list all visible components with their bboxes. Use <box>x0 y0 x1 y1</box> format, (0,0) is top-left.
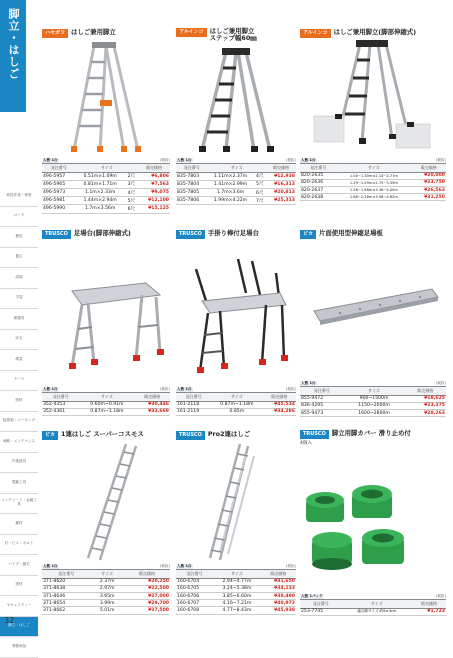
price-cell: ¥38,490 <box>261 592 296 599</box>
order-number-cell: 835-7804 <box>176 180 208 188</box>
sidebar-category-item[interactable]: テープ <box>0 371 38 392</box>
size-cell: 3.24~5.38m <box>213 585 260 592</box>
sidebar-category-item[interactable]: 梱包 <box>0 227 38 248</box>
size-cell: 1.99m×4.22m <box>208 197 254 205</box>
sidebar-category-item[interactable]: 作業道具 <box>0 453 38 474</box>
table-row <box>42 401 170 408</box>
price-cell: ¥22,500 <box>124 585 170 592</box>
order-number-cell: 371-8662 <box>42 607 90 614</box>
table-row <box>42 408 170 415</box>
price-cell: ¥18,625 <box>405 395 446 402</box>
order-number-cell: 820-2635 <box>300 172 336 179</box>
price-cell: ¥6,806 <box>138 172 170 180</box>
size-cell: 3尺 <box>125 180 138 188</box>
price-cell: ¥29,700 <box>124 600 170 607</box>
sidebar-category-item[interactable]: 補修・メンテナンス <box>0 432 38 453</box>
sidebar-category-item[interactable]: コンクリート・金属工具 <box>0 494 38 515</box>
size-cell: 0.87m~1.18m <box>80 408 135 415</box>
size-cell: 2尺 <box>125 172 138 180</box>
tax-note: (税抜) <box>286 387 296 391</box>
col-header: サイズ <box>80 393 135 402</box>
price-cell: ¥30,446 <box>134 401 170 408</box>
col-header: サイズ <box>211 393 262 402</box>
order-number-cell: 820-2638 <box>300 194 336 201</box>
brand-label: TRUSCO <box>176 230 205 239</box>
product-title: Pro2連はしご <box>207 430 251 439</box>
table-row <box>176 180 296 188</box>
tax-note: (税抜) <box>286 564 296 568</box>
section-title: 脚立・はしご <box>0 0 26 112</box>
product-title: はしご兼用脚立 <box>209 27 255 35</box>
pack-quantity: 入数 1台 <box>177 564 192 568</box>
col-header: サイズ <box>76 164 138 173</box>
brand-label: TRUSCO <box>176 431 205 440</box>
col-header: 発注番号 <box>176 164 208 173</box>
product-photo <box>300 446 446 592</box>
col-header: 発注番号 <box>300 164 336 173</box>
order-number-cell: 160-6707 <box>176 600 213 607</box>
page-number: 32 <box>4 616 15 625</box>
size-cell: 1.00~1.30m×2.13~2.77m <box>336 172 411 179</box>
table-row <box>176 578 296 585</box>
price-table <box>300 163 446 201</box>
price-table <box>300 599 446 616</box>
order-number-cell: 496-5973 <box>42 188 76 196</box>
table-row <box>42 205 170 213</box>
product-photo <box>42 440 170 562</box>
product-photo <box>176 46 296 156</box>
price-cell: ¥12,938 <box>266 172 296 180</box>
price-cell: ¥34,133 <box>261 585 296 592</box>
price-cell: ¥23,375 <box>405 402 446 409</box>
pack-quantity: 入数 1台 <box>301 381 316 385</box>
stepladder-image <box>176 46 296 156</box>
price-cell: ¥45,938 <box>261 607 296 614</box>
panel-alinco-ladder <box>176 28 296 205</box>
price-table <box>300 386 446 417</box>
size-cell: 900~1500m <box>344 395 405 402</box>
size-cell: 5尺 <box>125 197 138 205</box>
product-photo <box>42 239 170 385</box>
order-number-cell: 496-5957 <box>42 172 76 180</box>
price-table <box>176 392 296 416</box>
single-ladder-image <box>42 440 170 562</box>
price-cell: ¥25,313 <box>266 197 296 205</box>
sidebar-category-item[interactable]: 荷役作業・保管 <box>0 186 38 207</box>
col-header: サイズ <box>208 164 267 173</box>
order-number-cell: 496-5981 <box>42 197 76 205</box>
product-title: 脚立用脚カバー 滑り止め付 <box>331 429 411 437</box>
size-cell: 0.85m <box>211 408 262 415</box>
product-photo <box>176 440 296 562</box>
order-number-cell: 820-2637 <box>300 186 336 193</box>
tax-note: (税抜) <box>436 381 446 385</box>
telescopic-ladder-image <box>300 38 446 156</box>
table-row <box>176 592 296 599</box>
sidebar-category-item[interactable]: 測量 <box>0 350 38 371</box>
tax-note: (税抜) <box>436 158 446 162</box>
size-cell: 5.01m <box>90 607 124 614</box>
size-cell: 3.65m <box>90 592 124 599</box>
price-cell: ¥20,000 <box>412 172 447 179</box>
size-cell: 4.16~7.21m <box>213 600 260 607</box>
product-title: はしご兼用脚立(脚部伸縮式) <box>333 28 417 37</box>
leg-cover-image <box>300 446 446 592</box>
order-number-cell: 855-9472 <box>300 395 344 402</box>
panel-trusco-handrail-platform <box>176 229 296 416</box>
table-row <box>176 188 296 196</box>
col-header: 発注番号 <box>300 387 344 396</box>
order-number-cell: 496-5965 <box>42 180 76 188</box>
sidebar-category-item[interactable]: 季節商品 <box>0 637 38 658</box>
order-number-cell: 352-4353 <box>42 401 80 408</box>
size-cell: 6尺 <box>254 188 266 196</box>
table-row <box>300 395 446 402</box>
sidebar-category-item[interactable]: 保護具 <box>0 309 38 330</box>
col-header: サイズ <box>341 600 412 609</box>
size-cell: 2.94~4.77m <box>213 578 260 585</box>
brand-label: ハセガワ <box>42 29 68 38</box>
table-row <box>176 197 296 205</box>
panel-trusco-extension-ladder <box>176 430 296 615</box>
pack-quantity: 入数 1台 <box>43 158 58 162</box>
size-cell: 1.41m×2.99m <box>208 180 254 188</box>
product-subtitle: ステップ幅60㎜ <box>209 34 257 43</box>
table-row <box>300 608 446 615</box>
sidebar-category-item[interactable]: 鍵材 <box>0 514 38 535</box>
order-number-cell: 161-2119 <box>176 408 211 415</box>
product-title: 片面使用型伸縮足場板 <box>319 229 383 238</box>
order-number-cell: 352-4361 <box>42 408 80 415</box>
price-cell: ¥33,669 <box>134 408 170 415</box>
sidebar-category-item[interactable]: 安全 <box>0 330 38 351</box>
col-header: サイズ <box>213 570 260 579</box>
tax-note: (税抜) <box>160 387 170 391</box>
tax-note: (税抜) <box>160 564 170 568</box>
size-cell: 1.58~1.88m×3.36~4.00m <box>336 186 411 193</box>
order-number-cell: 160-6708 <box>176 607 213 614</box>
price-cell: ¥1,723 <box>412 608 446 615</box>
col-header: 発注番号 <box>42 393 80 402</box>
order-number-cell: 855-9473 <box>300 409 344 416</box>
price-cell: ¥40,972 <box>261 600 296 607</box>
table-row <box>300 402 446 409</box>
sidebar-category-item[interactable]: 脚立・はしご <box>0 617 38 638</box>
sidebar-category-item[interactable]: 養生 <box>0 248 38 269</box>
product-title: 手掛り棒付足場台 <box>207 229 259 238</box>
table-row <box>42 188 170 196</box>
table-row <box>176 607 296 614</box>
size-cell: 6尺 <box>125 205 138 213</box>
col-header: 販売価格 <box>405 387 446 396</box>
size-cell: 1.11m×2.37m <box>208 172 254 180</box>
table-row <box>176 585 296 592</box>
table-row <box>300 172 446 179</box>
size-cell: 1150~2000m <box>344 402 405 409</box>
product-title: 足場台(脚部伸縮式) <box>73 229 131 238</box>
order-number-cell: 371-8620 <box>42 578 90 585</box>
pack-quantity: 入数 1台 <box>43 564 58 568</box>
size-cell: 4尺 <box>254 172 266 180</box>
panel-trusco-platform <box>42 229 170 416</box>
col-header: サイズ <box>336 164 411 173</box>
col-header: 発注番号 <box>176 393 211 402</box>
price-cell: ¥27,000 <box>124 592 170 599</box>
product-photo <box>300 239 446 379</box>
pack-quantity: 入数 1パック <box>301 594 323 598</box>
brand-label: TRUSCO <box>42 230 71 239</box>
col-header: 発注番号 <box>42 164 76 173</box>
pack-quantity: 入数 1台 <box>43 387 58 391</box>
size-cell: 1.44m×2.94m <box>76 197 125 205</box>
table-row <box>300 179 446 186</box>
panel-trusco-leg-cover <box>300 430 446 616</box>
sidebar-category-item[interactable]: 清掃 <box>0 268 38 289</box>
col-header: サイズ <box>90 570 124 579</box>
table-row <box>42 172 170 180</box>
stepladder-image <box>42 38 170 156</box>
size-cell: 7尺 <box>254 197 266 205</box>
price-table <box>42 392 170 416</box>
size-cell: 2.37m <box>90 578 124 585</box>
product-title: はしご兼用脚立 <box>71 28 116 37</box>
order-number-cell: 371-8638 <box>42 585 90 592</box>
scaffold-board-image <box>300 239 446 379</box>
price-cell: ¥23,750 <box>412 179 447 186</box>
order-number-cell: 835-7805 <box>176 188 208 196</box>
order-number-cell: 836-4295 <box>300 402 344 409</box>
extension-ladder-image <box>176 440 296 562</box>
price-cell: ¥34,286 <box>263 408 296 415</box>
table-row <box>176 401 296 408</box>
tax-note: (税抜) <box>436 594 446 598</box>
panel-pica-single-ladder <box>42 430 170 615</box>
order-number-cell: 161-2118 <box>176 401 211 408</box>
sidebar-category-item[interactable]: 接着剤・コーキング <box>0 412 38 433</box>
panel-alinco-telescopic-ladder <box>300 28 446 201</box>
tax-note: (税抜) <box>160 158 170 162</box>
size-cell: 4.77~8.43m <box>213 607 260 614</box>
price-cell: ¥37,500 <box>124 607 170 614</box>
price-cell: ¥16,313 <box>266 180 296 188</box>
size-cell: 1600~2800m <box>344 409 405 416</box>
price-cell: ¥9,075 <box>138 188 170 196</box>
pack-quantity: 入数 1台 <box>177 158 192 162</box>
table-row <box>42 600 170 607</box>
table-row <box>176 172 296 180</box>
price-cell: ¥45,534 <box>263 401 296 408</box>
table-row <box>42 607 170 614</box>
price-table <box>176 569 296 615</box>
price-cell: ¥20,813 <box>266 188 296 196</box>
col-header: 販売価格 <box>412 600 446 609</box>
size-cell: 4尺 <box>125 188 138 196</box>
category-sidebar <box>0 0 38 648</box>
price-cell: ¥20,250 <box>124 578 170 585</box>
category-list <box>0 186 38 658</box>
table-row <box>42 592 170 599</box>
table-row <box>176 600 296 607</box>
order-number-cell: 371-8654 <box>42 600 90 607</box>
size-cell: 1.7m×3.6m <box>208 188 254 196</box>
price-cell: ¥28,263 <box>405 409 446 416</box>
product-photo <box>300 38 446 156</box>
col-header: 販売価格 <box>263 393 296 402</box>
sidebar-category-item[interactable]: ロープ <box>0 207 38 228</box>
order-number-cell: 835-7803 <box>176 172 208 180</box>
table-row <box>176 408 296 415</box>
size-cell: 1.29~1.59m×2.75~3.39m <box>336 179 411 186</box>
col-header: 販売価格 <box>412 164 447 173</box>
product-subtitle: 4個入 <box>300 441 312 446</box>
pack-quantity: 入数 1台 <box>177 387 192 391</box>
product-title: 1連はしご スーパーコスモス <box>61 430 144 439</box>
size-cell: 5尺 <box>254 180 266 188</box>
table-row <box>42 180 170 188</box>
sidebar-category-item[interactable]: 手袋 <box>0 289 38 310</box>
panel-pica-scaffold-board <box>300 229 446 417</box>
price-table <box>42 163 170 214</box>
col-header: サイズ <box>344 387 405 396</box>
price-cell: ¥15,125 <box>138 205 170 213</box>
table-row <box>42 578 170 585</box>
tax-note: (税抜) <box>286 158 296 162</box>
product-photo <box>176 239 296 385</box>
sidebar-category-item[interactable]: 電動工具 <box>0 473 38 494</box>
sidebar-category-item[interactable]: 塗料 <box>0 391 38 412</box>
size-cell: 3.99m <box>90 600 124 607</box>
price-table <box>42 569 170 615</box>
price-cell: ¥26,563 <box>412 186 447 193</box>
size-cell: 0.87m~1.18m <box>211 401 262 408</box>
size-cell: 2.97m <box>90 585 124 592</box>
handrail-platform-image <box>176 239 296 385</box>
price-cell: ¥7,563 <box>138 180 170 188</box>
col-header: 発注番号 <box>176 570 213 579</box>
size-cell: 適合脚サイズ:約6×4cm <box>341 608 412 615</box>
price-cell: ¥31,250 <box>412 194 447 201</box>
order-number-cell: 160-6705 <box>176 585 213 592</box>
sidebar-category-item[interactable]: パイプ・継手 <box>0 555 38 576</box>
col-header: 販売価格 <box>266 164 296 173</box>
work-platform-image <box>42 239 170 385</box>
brand-label: アルインコ <box>300 29 331 38</box>
sidebar-category-item[interactable]: 釘・ビス・ボルト <box>0 535 38 556</box>
order-number-cell: 160-6704 <box>176 578 213 585</box>
order-number-cell: 820-2636 <box>300 179 336 186</box>
order-number-cell: 371-8646 <box>42 592 90 599</box>
price-cell: ¥12,100 <box>138 197 170 205</box>
size-cell: 0.60m~0.91m <box>80 401 135 408</box>
size-cell: 3.85~6.60m <box>213 592 260 599</box>
brand-label: ピカ <box>42 431 58 440</box>
order-number-cell: 835-7806 <box>176 197 208 205</box>
size-cell: 1.88~2.18m×3.98~4.62m <box>336 194 411 201</box>
pack-quantity: 入数 1台 <box>301 158 316 162</box>
col-header: 販売価格 <box>261 570 296 579</box>
order-number-cell: 496-5990 <box>42 205 76 213</box>
price-table <box>176 163 296 205</box>
table-row <box>300 186 446 193</box>
table-row <box>42 197 170 205</box>
brand-label: TRUSCO <box>300 430 329 439</box>
table-row <box>300 194 446 201</box>
col-header: 販売価格 <box>138 164 170 173</box>
sidebar-category-item[interactable]: 建材 <box>0 576 38 597</box>
col-header: 販売価格 <box>134 393 170 402</box>
table-row <box>42 585 170 592</box>
size-cell: 0.81m×1.71m <box>76 180 125 188</box>
price-cell: ¥31,650 <box>261 578 296 585</box>
col-header: 発注番号 <box>42 570 90 579</box>
size-cell: 1.7m×3.56m <box>76 205 125 213</box>
size-cell: 1.1m×2.33m <box>76 188 125 196</box>
col-header: 販売価格 <box>124 570 170 579</box>
order-number-cell: 253-7745 <box>300 608 341 615</box>
col-header: 発注番号 <box>300 600 341 609</box>
order-number-cell: 160-6706 <box>176 592 213 599</box>
brand-label: アルインコ <box>176 28 207 37</box>
size-cell: 0.51m×1.09m <box>76 172 125 180</box>
panel-hasegawa-ladder <box>42 28 170 214</box>
brand-label: ピカ <box>300 230 316 239</box>
product-photo <box>42 38 170 156</box>
table-row <box>300 409 446 416</box>
sidebar-category-item[interactable]: セキュリティー <box>0 596 38 617</box>
